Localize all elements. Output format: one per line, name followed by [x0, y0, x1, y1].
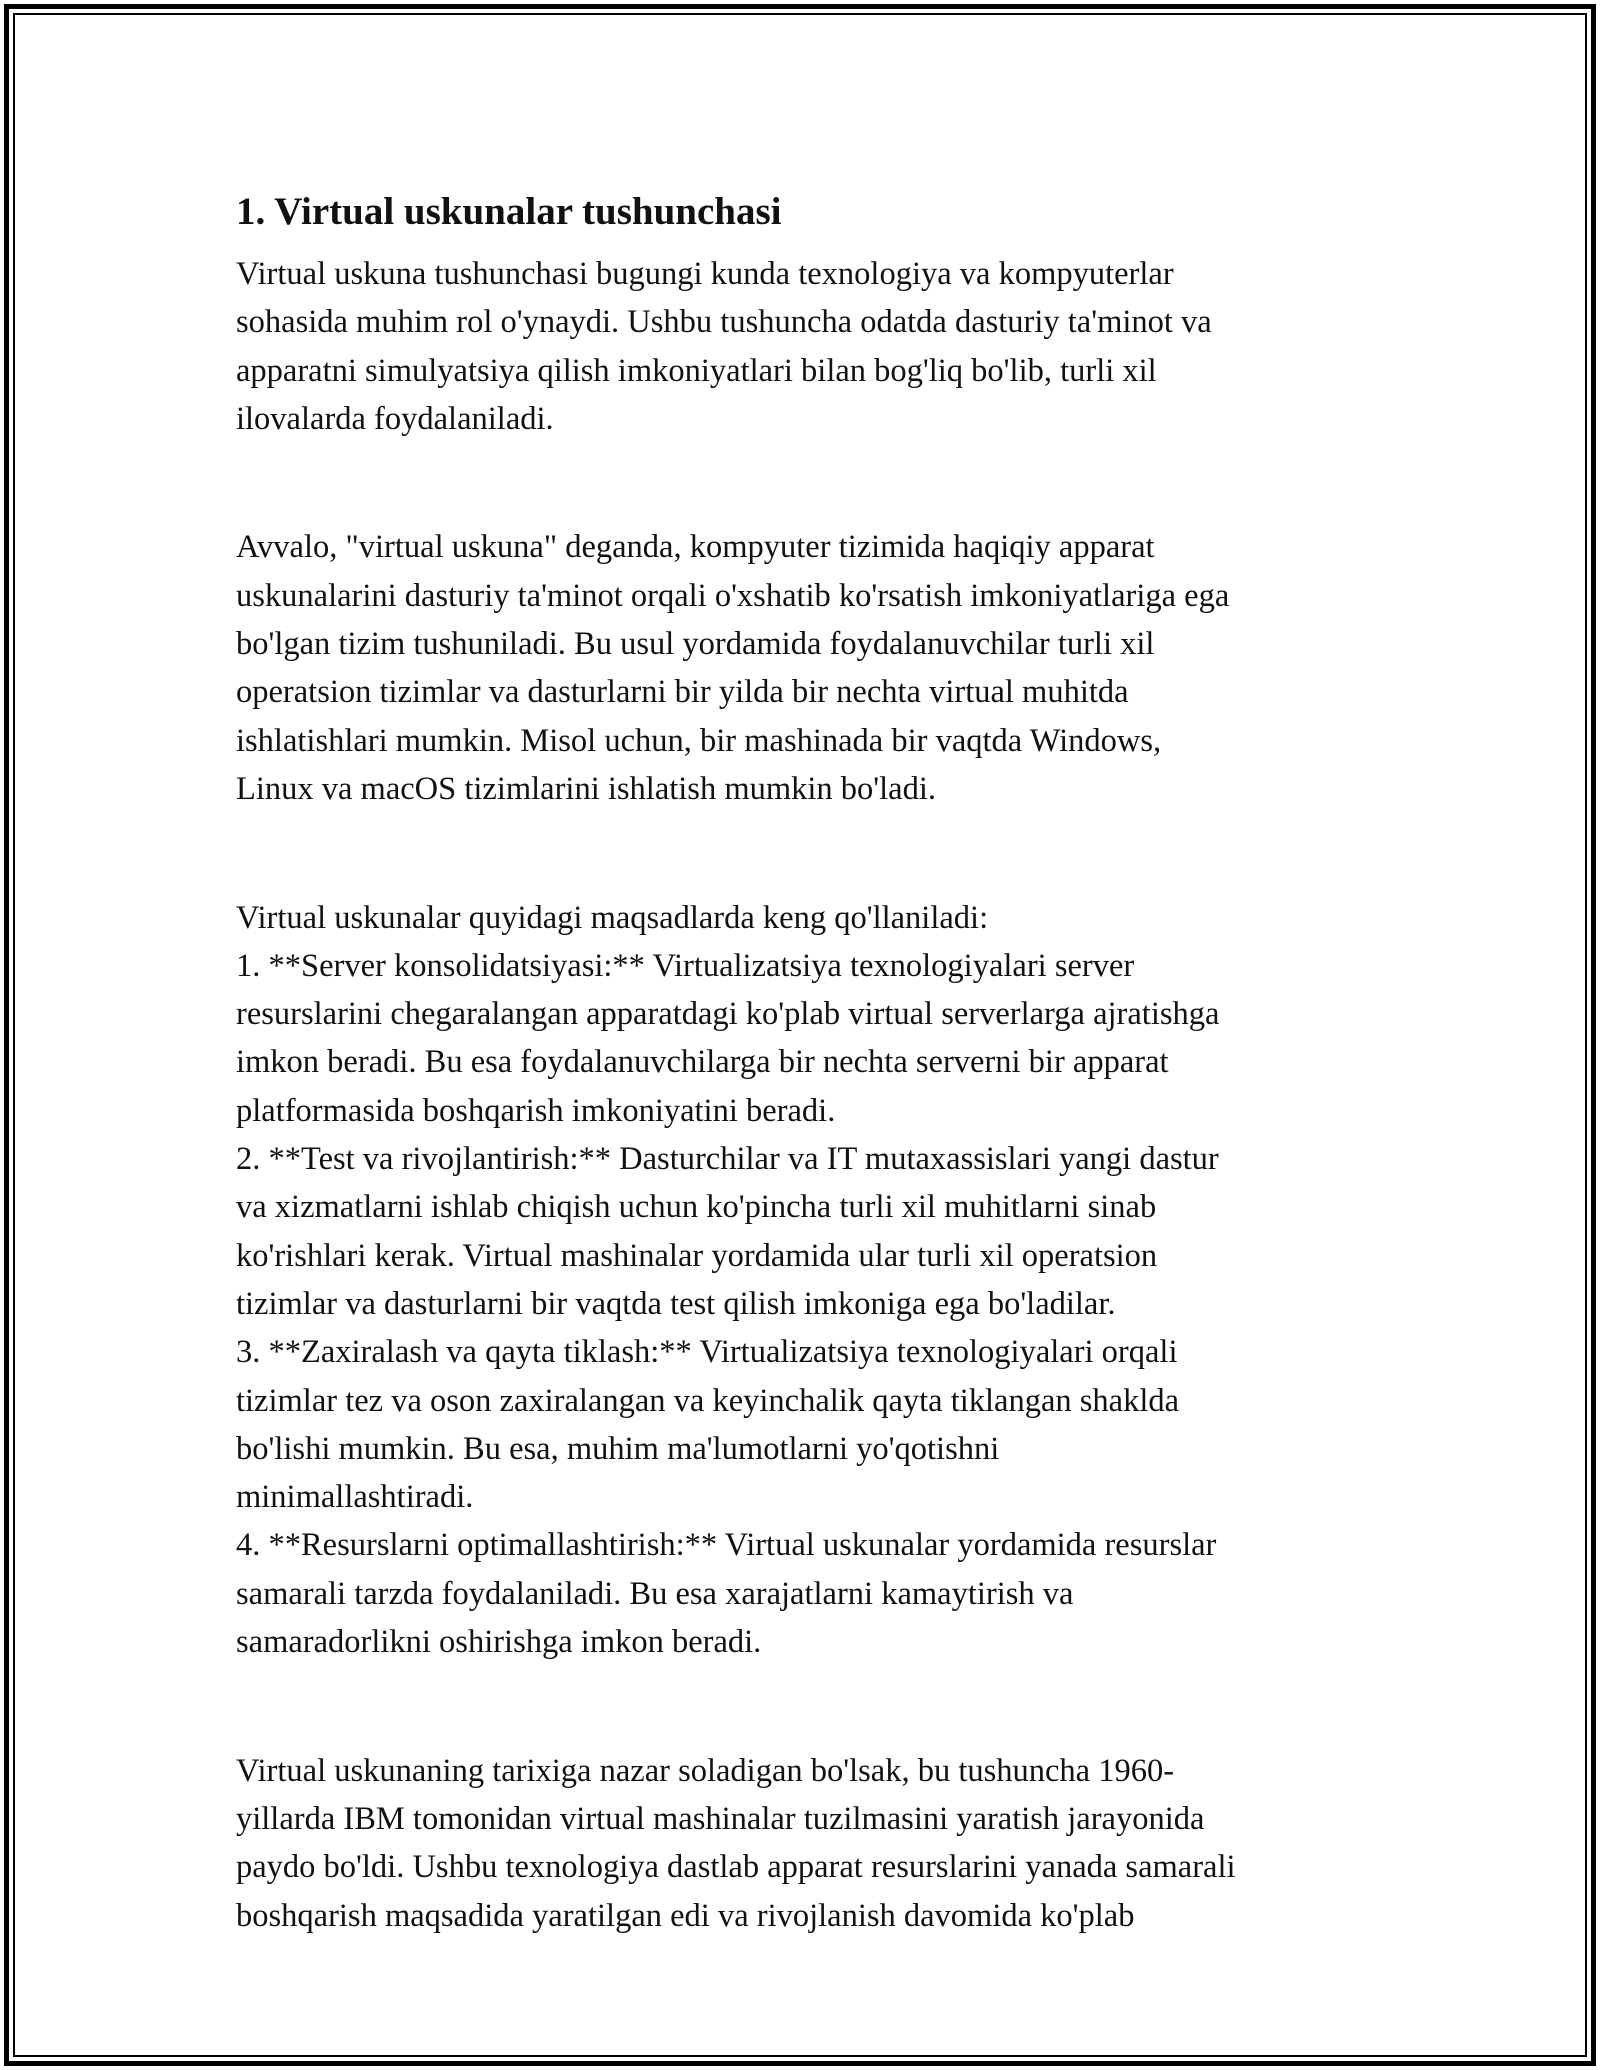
paragraph-gap: [236, 829, 1376, 877]
text-line: 1. **Server konsolidatsiyasi:** Virtualizatsiya texnologiyalari server: [236, 947, 1135, 984]
text-line: 4. **Resurslarni optimallashtirish:** Virtual uskunalar yordamida resurslar: [236, 1527, 1217, 1564]
text-line: samaradorlikni oshirishga imkon beradi.: [236, 1624, 762, 1661]
text-line: va xizmatlarni ishlab chiqish uchun ko'pincha turli xil muhitlarni sinab: [236, 1189, 1157, 1226]
text-line: Avvalo, "virtual uskuna" deganda, kompyuter tizimida haqiqiy apparat: [236, 529, 1155, 566]
text-line: resurslarini chegaralangan apparatdagi ko'plab virtual serverlarga ajratishga: [236, 996, 1220, 1033]
text-line: Linux va macOS tizimlarini ishlatish mumkin bo'ladi.: [236, 770, 937, 807]
text-line: tizimlar tez va oson zaxiralangan va keyinchalik qayta tiklangan shaklda: [236, 1382, 1180, 1419]
text-line: uskunalarini dasturiy ta'minot orqali o'xshatib ko'rsatish imkoniyatlariga ega: [236, 577, 1230, 614]
text-line: Virtual uskuna tushunchasi bugungi kunda texnologiya va kompyuterlar: [236, 256, 1174, 292]
text-line: bo'lishi mumkin. Bu esa, muhim ma'lumotlarni yo'qotishni: [236, 1430, 1000, 1467]
text-line: imkon beradi. Bu esa foydalanuvchilarga bir nechta serverni bir apparat: [236, 1044, 1169, 1081]
text-line: tizimlar va dasturlarni bir vaqtda test qilish imkoniga ega bo'ladilar.: [236, 1285, 1116, 1322]
text-line: operatsion tizimlar va dasturlarni bir yilda bir nechta virtual muhitda: [236, 674, 1129, 711]
text-line: boshqarish maqsadida yaratilgan edi va rivojlanish davomida ko'plab: [236, 1897, 1135, 1934]
paragraph-gap: [236, 1682, 1376, 1730]
text-line: 3. **Zaxiralash va qayta tiklash:** Virtualizatsiya texnologiyalari orqali: [236, 1334, 1178, 1371]
text-line: bo'lgan tizim tushuniladi. Bu usul yordamida foydalanuvchilar turli xil: [236, 626, 1155, 663]
document-body: [236, 186, 1376, 1940]
text-line: Virtual uskunalar quyidagi maqsadlarda keng qo'llaniladi:: [236, 899, 989, 936]
text-line: ishlatishlari mumkin. Misol uchun, bir mashinada bir vaqtda Windows,: [236, 722, 1162, 759]
text-line: 2. **Test va rivojlantirish:** Dasturchilar va IT mutaxassislari yangi dastur: [236, 1141, 1219, 1178]
text-line: ko'rishlari kerak. Virtual mashinalar yordamida ular turli xil operatsion: [236, 1237, 1158, 1274]
text-line: samarali tarzda foydalaniladi. Bu esa xarajatlarni kamaytirish va: [236, 1575, 1074, 1612]
text-line: paydo bo'ldi. Ushbu texnologiya dastlab apparat resurslarini yanada samarali: [236, 1849, 1236, 1886]
text-line: Virtual uskunaning tarixiga nazar soladigan bo'lsak, bu tushuncha 1960-: [236, 1752, 1175, 1789]
text-line: sohasida muhim rol o'ynaydi. Ushbu tushuncha odatda dasturiy ta'minot va: [236, 304, 1212, 341]
text-line: apparatni simulyatsiya qilish imkoniyatlari bilan bog'liq bo'lib, turli xil: [236, 352, 1157, 389]
text-line: minimallashtiradi.: [236, 1479, 474, 1516]
section-heading: 1. Virtual uskunalar tushunchasi: [236, 190, 782, 233]
paragraph-gap: [236, 459, 1376, 507]
document-text: [236, 250, 1376, 1940]
text-line: platformasida boshqarish imkoniyatini beradi.: [236, 1092, 836, 1129]
text-line: ilovalarda foydalaniladi.: [236, 400, 554, 437]
text-line: yillarda IBM tomonidan virtual mashinalar tuzilmasini yaratish jarayonida: [236, 1800, 1205, 1837]
